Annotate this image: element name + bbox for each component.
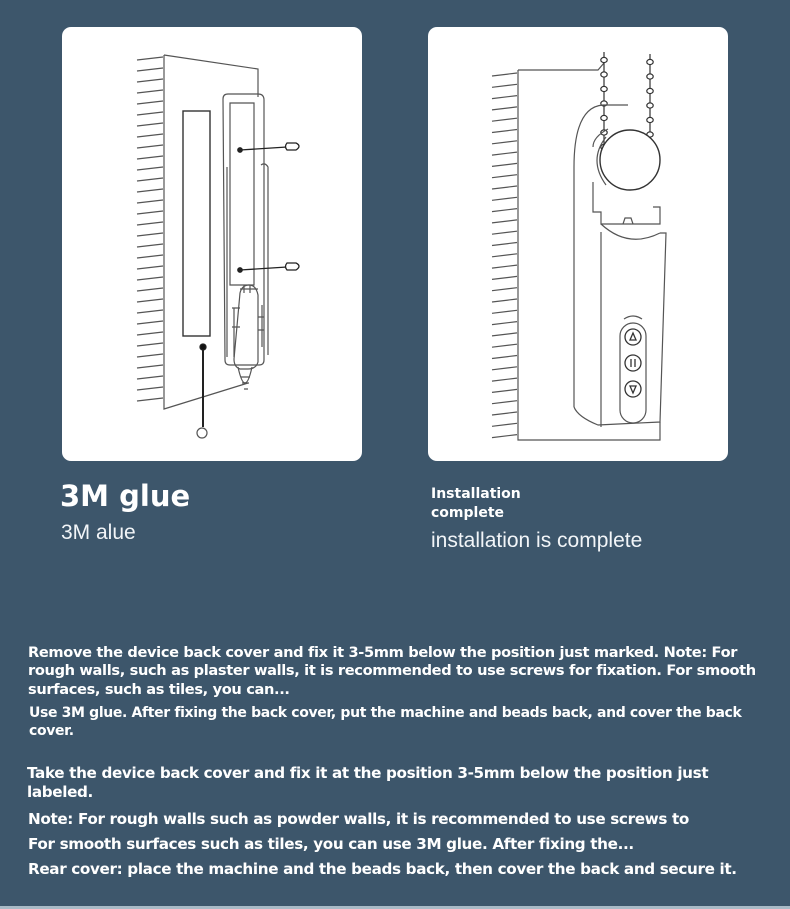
chain-bead [647,74,653,79]
illustration-card-installed-motor [428,27,728,461]
hatch-line [137,101,163,104]
hatch-line [137,156,163,159]
hatch-line [137,244,163,247]
chain-bead [601,115,607,120]
hatch-line [492,84,517,87]
hatch-line [137,277,163,280]
hatch-line [137,376,163,379]
hatch-line [492,356,517,359]
hatch-line [137,90,163,93]
hatch-line [137,68,163,71]
hatch-line [492,310,517,313]
hatch-line [137,365,163,368]
instruction-paragraph-3: Take the device back cover and fix it at the position 3-5mm below the position just labeled. [27,764,709,801]
chain-bead [601,72,607,77]
bead-chain-right [647,54,653,137]
hatch-line [137,145,163,148]
hatch-line [492,288,517,291]
hatch-line [137,189,163,192]
instruction-line-1: Note: For rough walls such as powder walls, it is recommended to use screws to [28,810,689,828]
hatch-line [137,222,163,225]
hatch-line [492,435,517,438]
hatch-line [137,178,163,181]
hatch-line [492,197,517,200]
hatch-line [137,288,163,291]
wall-hatching [137,57,163,401]
chain-bead [601,57,607,62]
hatch-line [492,107,517,110]
illustration-card-back-cover [62,27,362,461]
hatch-line [492,141,517,144]
bead-chain-left [601,52,607,150]
chain-bead [647,59,653,64]
chain-bead [647,103,653,108]
hatch-line [492,265,517,268]
chain-bead [601,86,607,91]
hatch-line [137,310,163,313]
panel-title-installation-complete: Installation complete [431,486,521,521]
hatch-line [137,255,163,258]
panel-subtitle-installation-complete: installation is complete [431,529,643,552]
hatch-line [492,152,517,155]
hatch-line [492,209,517,212]
instruction-paragraph-1: Remove the device back cover and fix it 3-5mm below the position just marked. Note: For rough walls, such as plaster walls, it is recommended to use screws for fixation. For smooth surfaces, such as tiles, you can... [28,644,756,698]
instruction-paragraph-2: Use 3M glue. After fixing the back cover, put the machine and beads back, and cover the back cover. [29,705,742,740]
hatch-line [137,134,163,137]
hatch-line [137,233,163,236]
hatch-line [492,220,517,223]
chain-bead [647,117,653,122]
hatch-line [492,344,517,347]
pause-button [625,355,641,371]
hatch-line [492,231,517,234]
hatch-line [137,398,163,401]
hatch-line [492,186,517,189]
hatch-line [492,333,517,336]
hatch-line [137,211,163,214]
panel-title-3m-glue: 3M glue [60,479,191,513]
hatch-line [492,276,517,279]
hatch-line [492,130,517,133]
hatch-line [492,322,517,325]
hatch-line [492,73,517,76]
hatch-line [492,412,517,415]
instruction-line-2: For smooth surfaces such as tiles, you can use 3M glue. After fixing the... [28,835,634,853]
installed-motor-illustration [428,27,728,461]
hatch-line [137,79,163,82]
hatch-line [492,163,517,166]
chain-bead [647,88,653,93]
wall-hatching [492,73,517,438]
hatch-line [492,175,517,178]
panel-subtitle-3m-glue: 3M alue [61,521,136,544]
hatch-line [137,200,163,203]
instruction-line-3: Rear cover: place the machine and the beads back, then cover the back and secure it. [28,860,737,878]
back-cover-illustration [62,27,362,461]
hatch-line [492,96,517,99]
hatch-line [492,254,517,257]
hatch-line [137,123,163,126]
hatch-line [492,401,517,404]
hatch-line [137,167,163,170]
hatch-line [137,321,163,324]
hatch-line [137,354,163,357]
hatch-line [137,266,163,269]
hatch-line [492,389,517,392]
hatch-line [137,299,163,302]
hatch-line [137,112,163,115]
hatch-line [492,299,517,302]
hatch-line [137,343,163,346]
hatch-line [137,57,163,60]
hatch-line [137,332,163,335]
hatch-line [492,118,517,121]
hatch-line [492,367,517,370]
hatch-line [492,243,517,246]
hatch-line [137,387,163,390]
hatch-line [492,423,517,426]
hatch-line [492,378,517,381]
